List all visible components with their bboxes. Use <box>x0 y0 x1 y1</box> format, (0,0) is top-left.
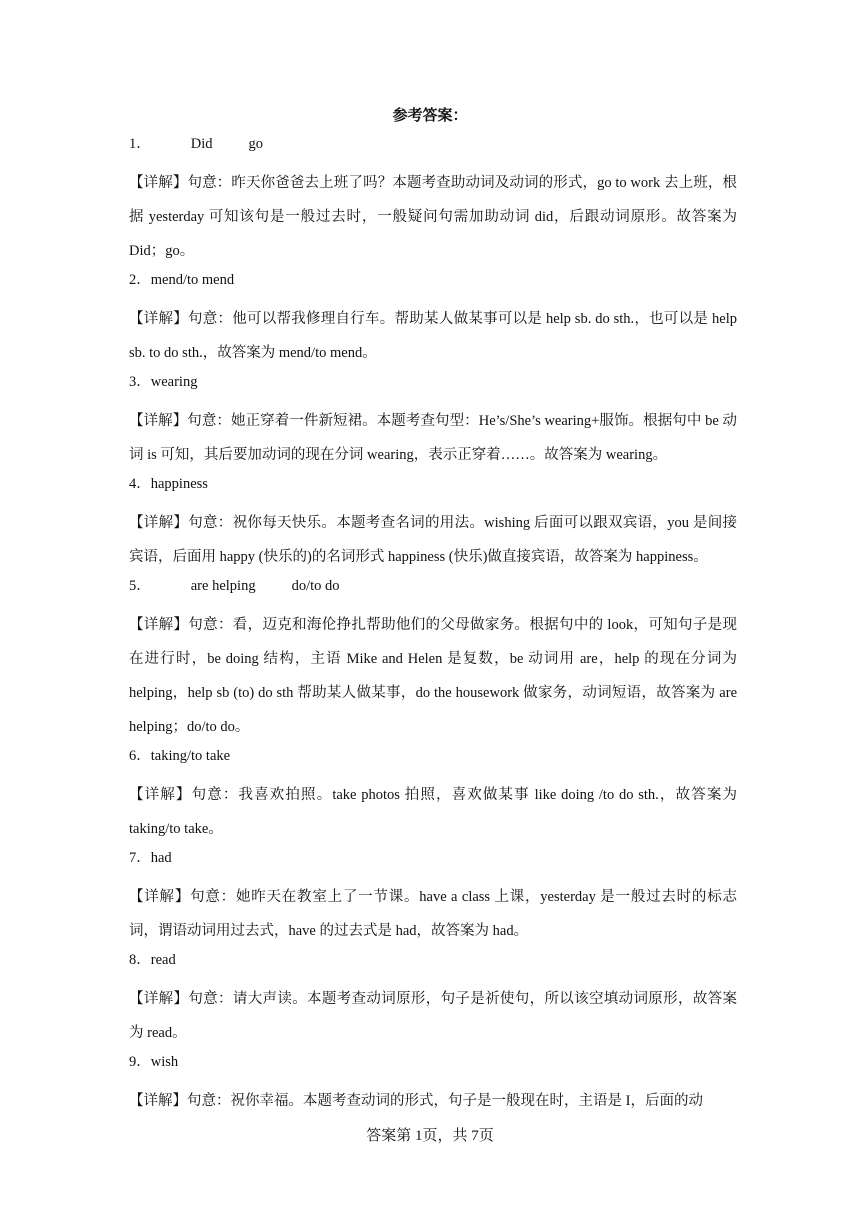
answer-list <box>129 132 737 1118</box>
answer-number: 8． <box>129 952 151 968</box>
answer-text: go <box>248 136 263 152</box>
detail-1: 【详解】句意：昨天你爸爸去上班了吗？本题考查助动词及动词的形式，go to work 去上班，根据 yesterday 可知该句是一般过去时，一般疑问句需加助动词 did，后跟动词原形。故答案为 Did；go。 <box>129 175 737 259</box>
answer-3 <box>129 370 737 404</box>
answer-number: 1． <box>129 136 151 152</box>
answer-number: 7． <box>129 850 151 866</box>
detail-4: 【详解】句意：祝你每天快乐。本题考查名词的用法。wishing 后面可以跟双宾语，you 是间接宾语，后面用 happy (快乐的)的名词形式 happiness (快乐)做直接宾语，故答案为 happiness。 <box>129 515 737 565</box>
answer-text: wearing <box>150 374 198 390</box>
detail-9: 【详解】句意：祝你幸福。本题考查动词的形式，句子是一般现在时，主语是 I，后面的动 <box>129 1093 703 1109</box>
detail-7: 【详解】句意：她昨天在教室上了一节课。have a class 上课，yesterday 是一般过去时的标志词，谓语动词用过去式，have 的过去式是 had，故答案为 had。 <box>129 889 737 939</box>
answer-text: had <box>150 850 172 866</box>
answer-text: do/to do <box>291 578 340 594</box>
answer-number: 5． <box>129 578 151 594</box>
answer-text: wish <box>150 1054 179 1070</box>
answer-9 <box>129 1050 737 1084</box>
answer-5 <box>129 574 737 608</box>
answer-6 <box>129 744 737 778</box>
answer-number: 4． <box>129 476 151 492</box>
answer-text: read <box>150 952 176 968</box>
detail-6: 【详解】句意：我喜欢拍照。take photos 拍照，喜欢做某事 like doing /to do sth.，故答案为 taking/to take。 <box>129 787 737 837</box>
answer-4 <box>129 472 737 506</box>
detail-2: 【详解】句意：他可以帮我修理自行车。帮助某人做某事可以是 help sb. do sth.，也可以是 help sb. to do sth.，故答案为 mend/to mend。 <box>129 311 737 361</box>
answer-2 <box>129 268 737 302</box>
answer-text: mend/to mend <box>150 272 235 288</box>
answer-number: 3． <box>129 374 151 390</box>
answer-number: 2． <box>129 272 151 288</box>
answer-1 <box>129 132 737 166</box>
page-footer: 答案第 1页，共 7页 <box>366 1128 494 1144</box>
answer-8 <box>129 948 737 982</box>
detail-3: 【详解】句意：她正穿着一件新短裙。本题考查句型：He’s/She’s wearing+服饰。根据句中 be 动词 is 可知，其后要加动词的现在分词 wearing，表示正穿着……。故答案为 wearing。 <box>129 413 737 463</box>
page-title: 参考答案： <box>392 108 468 124</box>
answer-7 <box>129 846 737 880</box>
answer-text: are helping <box>190 578 256 594</box>
answer-number: 9． <box>129 1054 151 1070</box>
answer-text: Did <box>190 136 213 152</box>
answer-text: happiness <box>150 476 208 492</box>
answer-number: 6． <box>129 748 151 764</box>
detail-8: 【详解】句意：请大声读。本题考查动词原形，句子是祈使句，所以该空填动词原形，故答案为 read。 <box>129 991 737 1041</box>
detail-5: 【详解】句意：看，迈克和海伦挣扎帮助他们的父母做家务。根据句中的 look，可知句子是现在进行时，be doing 结构，主语 Mike and Helen 是复数，be 动词用 are，help 的现在分词为 helping，help sb (to) do sth 帮助某人做某事，do the housework 做家务，动词短语，故答案为 are helping；do/to do。 <box>129 617 737 735</box>
answer-text: taking/to take <box>150 748 231 764</box>
